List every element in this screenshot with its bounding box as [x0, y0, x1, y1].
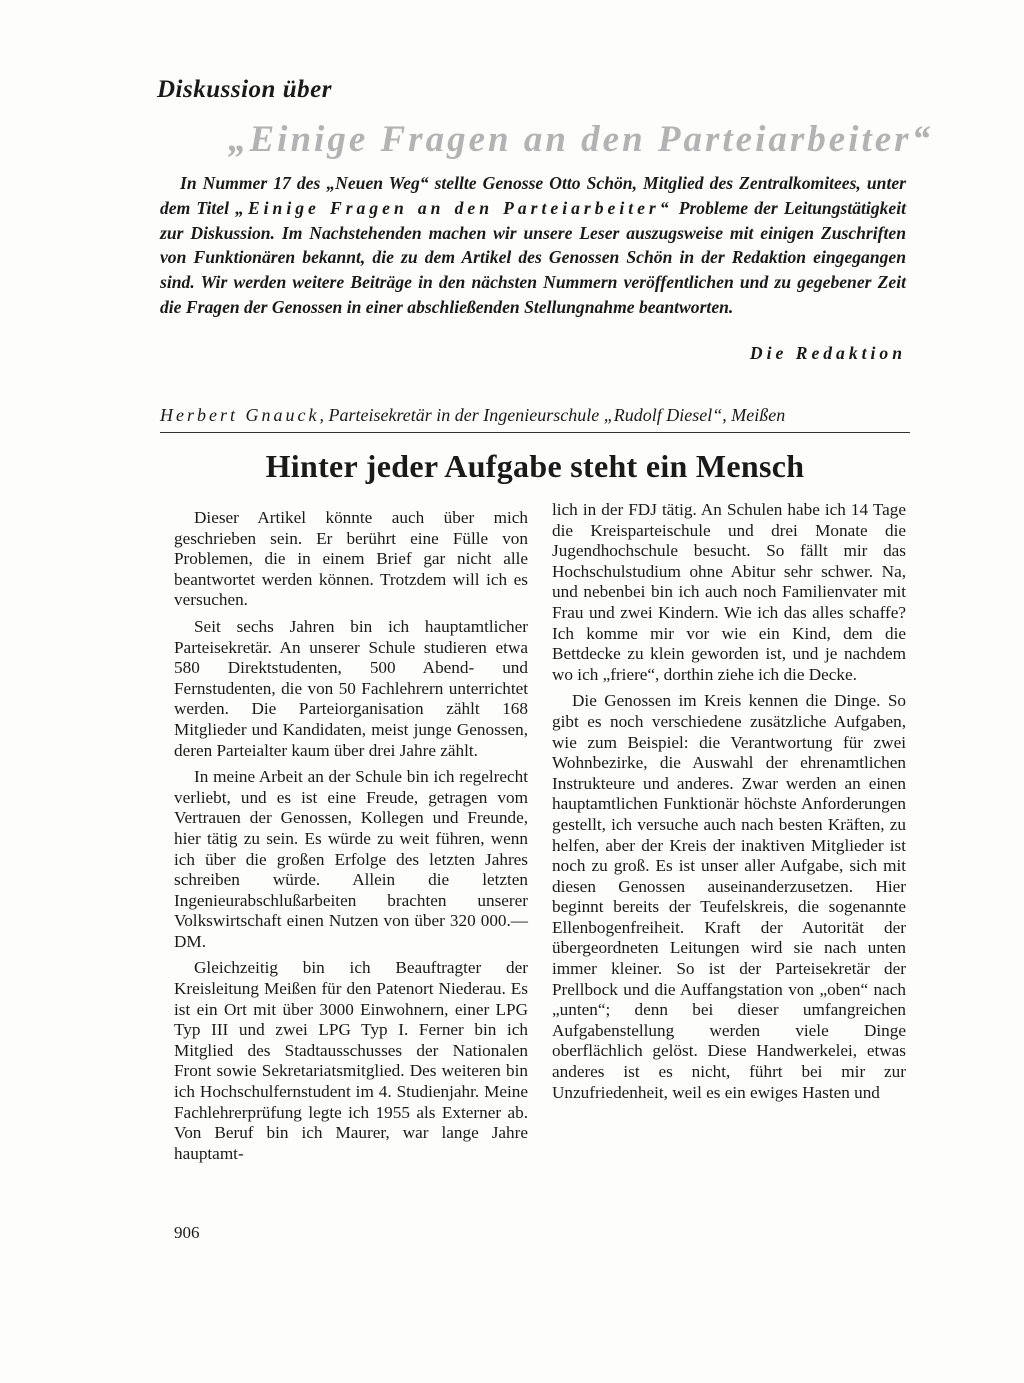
section-kicker: Diskussion über — [157, 76, 332, 103]
right-column — [552, 500, 906, 1109]
author-role: , Parteisekretär in der Ingenieurschule „Rudolf Diesel“, Meißen — [319, 405, 786, 425]
right-paragraph-1: lich in der FDJ tätig. An Schulen habe ich 14 Tage die Kreisparteischule und drei Monate die Jugendhochschule besucht. So fällt mir das Hochschulstudium ohne Abitur sehr schwer. Na, und nebenbei bin ich auch noch Familienvater mit Frau und zwei Kindern. Wie ich das alles schaffe? Ich komme mir vor wie ein Kind, dem die Bettdecke zu klein geworden ist, und je nachdem wo ich „friere“, dorthin ziehe ich die Decke. — [552, 500, 906, 684]
left-paragraph-2: Seit sechs Jahren bin ich hauptamtlicher Parteisekretär. An unserer Schule studieren etwa 580 Direktstudenten, 500 Abend- und Fernstudenten, die von 50 Fachlehrern unterrichtet werden. Die Parteiorganisation zählt 168 Mitglieder und Kandidaten, meist junge Genossen, deren Parteialter kaum über drei Jahre zählt. — [174, 616, 528, 760]
editorial-intro — [160, 171, 906, 320]
left-paragraph-1: Dieser Artikel könnte auch über mich geschrieben sein. Er berührt eine Fülle von Problemen, die in einem Brief gar nicht alle beantwortet werden können. Trotzdem will ich es versuchen. — [174, 508, 528, 610]
intro-text-part1: In Nummer 17 des „Neuen Weg“ stellte Genosse Otto Schön, Mitglied des Zentralkomitees, unter dem Titel — [160, 173, 906, 218]
intro-text-part2: Probleme der Leitungstätigkeit zur Diskussion. Im Nachstehenden machen wir unsere Leser auszugsweise mit einigen Zuschriften von Funktionären bekannt, die zu dem Artikel des Genossen Schön in der Redaktion eingegangen sind. Wir werden weitere Beiträge in den nächsten Nummern veröffentlichen und zu gegebener Zeit die Fragen der Genossen in einer abschließenden Stellungnahme beantworten. — [160, 197, 906, 317]
discussion-title: „Einige Fragen an den Parteiarbeiter“ — [228, 119, 934, 160]
author-byline — [160, 405, 910, 426]
editorial-signature: Die Redaktion — [749, 343, 906, 363]
author-name: Herbert Gnauck — [160, 405, 320, 425]
left-column — [174, 508, 528, 1170]
byline-divider — [160, 432, 910, 433]
left-paragraph-4: Gleichzeitig bin ich Beauftragter der Kreisleitung Meißen für den Patenort Niederau. Es ist ein Ort mit über 3000 Einwohnern, einer LPG Typ III und zwei LPG Typ I. Ferner bin ich Mitglied des Stadtausschusses der Nationalen Front sowie Sekretariatsmitglied. Des weiteren bin ich Hochschulfernstudent im 4. Studienjahr. Meine Fachlehrerprüfung legte ich 1955 als Externer ab. Von Beruf bin ich Maurer, war lange Jahre hauptamt- — [174, 958, 528, 1163]
article-headline: Hinter jeder Aufgabe steht ein Mensch — [265, 448, 805, 484]
left-paragraph-3: In meine Arbeit an der Schule bin ich regelrecht verliebt, und es ist eine Freude, getragen vom Vertrauen der Genossen, Kollegen und Freunde, hier tätig zu sein. Es würde zu weit führen, wenn ich über die großen Erfolge des letzten Jahres schreiben würde. Allein die letzten Ingenieurabschlußarbeiten brachten unserer Volkswirtschaft einen Nutzen von über 320 000.— DM. — [174, 767, 528, 951]
intro-spaced-title: „Einige Fragen an den Parteiarbeiter“ — [235, 197, 673, 218]
page-number: 906 — [174, 1223, 200, 1242]
right-paragraph-2: Die Genossen im Kreis kennen die Dinge. So gibt es noch verschiedene zusätzliche Aufgaben, wie zum Beispiel: die Verantwortung für zwei Wohnbezirke, die Auswahl der ehrenamtlichen Instrukteure und anderes. Zwar werden an einen hauptamtlichen Funktionär höchste Anforderungen gestellt, ich versuche auch nach besten Kräften, zu helfen, aber der Kreis der inaktiven Mitglieder ist noch zu groß. Es ist unser aller Aufgabe, sich mit diesen Genossen auseinanderzusetzen. Hier beginnt bereits der Teufelskreis, die sogenannte Ellenbogenfreiheit. Kraft der Autorität der übergeordneten Leitungen wird sie nach unten immer kleiner. So ist der Parteisekretär der Prellbock und die Auffangstation von „oben“ nach „unten“; denn bei dieser umfangreichen Aufgabenstellung werden viele Dinge oberflächlich gelöst. Diese Handwerkelei, etwas anderes ist es nicht, führt bei mir zur Unzufriedenheit, weil es ein ewiges Hasten und — [552, 691, 906, 1102]
